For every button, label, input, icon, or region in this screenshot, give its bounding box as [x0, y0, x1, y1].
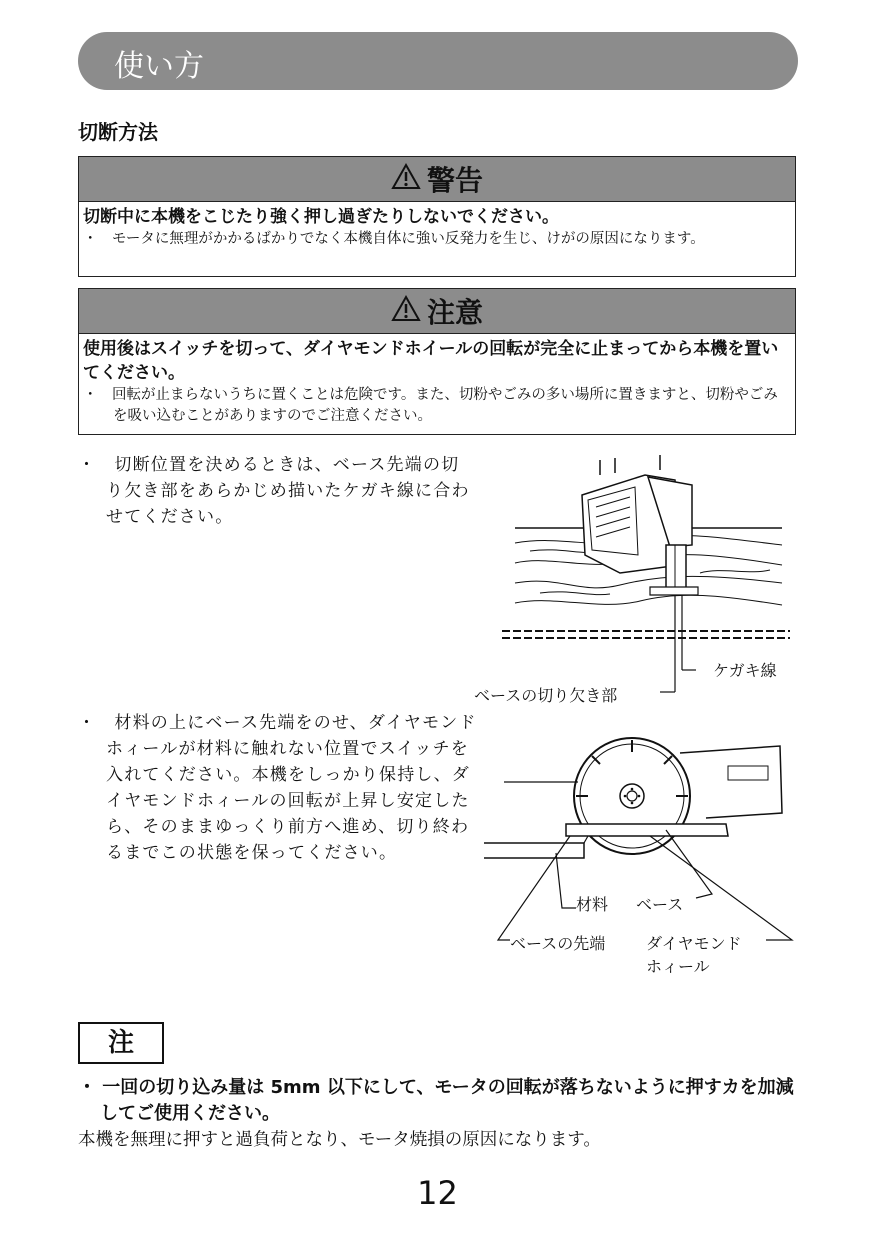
warning-box — [78, 156, 796, 277]
label-base: ベース — [636, 895, 684, 914]
note-heading: 注 — [78, 1022, 164, 1064]
note-sub-text: 本機を無理に押すと過負荷となり、モータ焼損の原因になります。 — [78, 1130, 601, 1150]
note-main-text: ・ 一回の切り込み量は 5mm 以下にして、モータの回転が落ちないように押すカを加減してご使用ください。 — [78, 1077, 794, 1124]
caution-box — [78, 288, 796, 435]
caution-main-text: 使用後はスイッチを切って、ダイヤモンドホイールの回転が完全に止まってから本機を置いてください。 — [83, 339, 779, 383]
figure-base-notch — [470, 455, 800, 710]
label-wheel-line2: ホィール — [646, 957, 710, 976]
label-base-notch: ベースの切り欠き部 — [474, 686, 618, 705]
figure-wheel-material — [470, 718, 800, 980]
section-title: 切断方法 — [78, 120, 158, 144]
label-material: 材料 — [576, 895, 609, 914]
warning-triangle-icon — [391, 162, 421, 197]
warning-main-text: 切断中に本機をこじたり強く押し過ぎたりしないでください。 — [83, 207, 559, 227]
label-base-tip: ベースの先端 — [510, 934, 606, 953]
instruction-1: ・ 切断位置を決めるときは、ベース先端の切り欠き部をあらかじめ描いたケガキ線に合わせてください。 — [78, 455, 470, 527]
label-scribe-line: ケガキ線 — [713, 661, 777, 680]
warning-sub-text: ・ モータに無理がかかるばかりでなく本機自体に強い反発力を生じ、けがの原因になります。 — [83, 231, 705, 247]
warning-heading: 警告 — [426, 164, 483, 197]
caution-header — [79, 289, 795, 334]
caution-triangle-icon — [391, 294, 421, 329]
instruction-2: ・ 材料の上にベース先端をのせ、ダイヤモンドホィールが材料に触れない位置でスイッチを入れてください。本機をしっかり保持し、ダイヤモンドホィールの回転が上昇し安定したら、そのままゆっくり前方へ進め、切り終わるまでこの状態を保ってください。 — [78, 713, 477, 863]
page-title: 使い方 — [114, 49, 204, 84]
header-bar — [78, 32, 798, 90]
caution-heading: 注意 — [426, 296, 483, 329]
label-wheel-line1: ダイヤモンド — [646, 934, 742, 953]
caution-sub-text: ・ 回転が止まらないうちに置くことは危険です。また、切粉やごみの多い場所に置きますと、切粉やごみを吸い込むことがありますのでご注意ください。 — [83, 387, 778, 424]
warning-header — [79, 157, 795, 202]
page-number: 12 — [417, 1174, 458, 1212]
